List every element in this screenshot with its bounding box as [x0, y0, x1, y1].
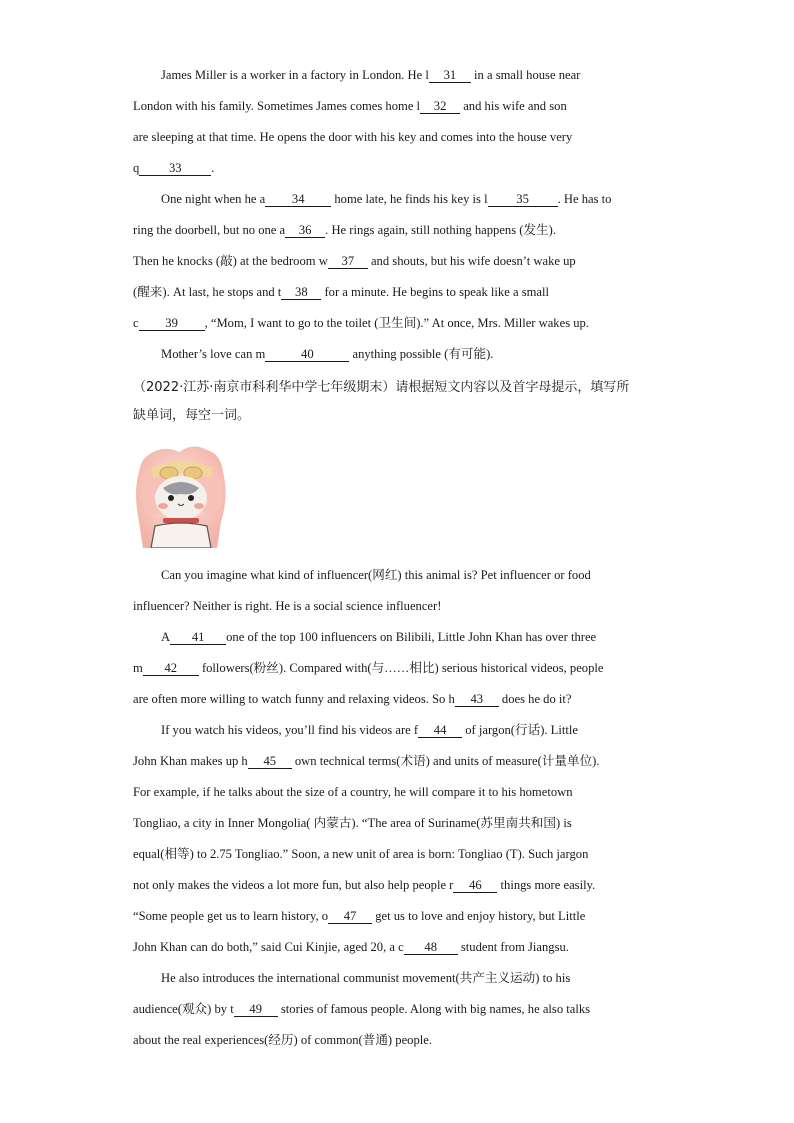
- text-run: John Khan can do both,” said Cui Kinjie, aged 20, a c: [133, 940, 404, 954]
- instruction-line: （2022·江苏·南京市科利华中学七年级期末）请根据短文内容以及首字母提示，填写所: [133, 380, 630, 395]
- text-line: [133, 715, 661, 746]
- text-line: [133, 777, 661, 808]
- text-run: things more easily.: [497, 878, 596, 892]
- answer-blank-38[interactable]: 38: [281, 285, 321, 300]
- text-run: and shouts, but his wife doesn’t wake up: [367, 254, 576, 268]
- text-line: [133, 122, 661, 153]
- instruction-line: 缺单词，每空一词。: [133, 408, 251, 423]
- text-line: [133, 684, 661, 715]
- answer-blank-46[interactable]: 46: [453, 878, 497, 893]
- answer-blank-34[interactable]: 34: [265, 192, 331, 207]
- text-line: [133, 60, 661, 91]
- text-line: [133, 246, 661, 277]
- text-run: get us to love and enjoy history, but Little: [372, 909, 586, 923]
- text-line: [133, 653, 661, 684]
- text-line: [133, 622, 661, 653]
- answer-blank-47[interactable]: 47: [328, 909, 372, 924]
- section-instructions: [133, 374, 665, 430]
- text-run: . He has to: [557, 192, 612, 206]
- text-line: [133, 932, 661, 963]
- text-run: Tongliao, a city in Inner Mongolia( 内蒙古). “The area of Suriname(苏里南共和国) is: [133, 816, 572, 830]
- text-run: of jargon(行话). Little: [462, 723, 578, 737]
- answer-blank-31[interactable]: 31: [429, 68, 471, 83]
- text-run: A: [161, 630, 171, 644]
- text-run: ring the doorbell, but no one a: [133, 223, 286, 237]
- text-run: (醒来). At last, he stops and t: [133, 285, 282, 299]
- text-run: equal(相等) to 2.75 Tongliao.” Soon, a new unit of area is born: Tongliao (T). Such jargon: [133, 847, 589, 861]
- answer-blank-41[interactable]: 41: [170, 630, 226, 645]
- text-run: not only makes the videos a lot more fun, but also help people r: [133, 878, 454, 892]
- passage-james-miller: [133, 60, 661, 370]
- text-line: [133, 184, 661, 215]
- text-line: [133, 963, 661, 994]
- text-run: Mother’s love can m: [161, 347, 266, 361]
- text-run: , “Mom, I want to go to the toilet (卫生间).” At once, Mrs. Miller wakes up.: [204, 316, 589, 330]
- text-run: student from Jiangsu.: [457, 940, 569, 954]
- text-run: . He rings again, still nothing happens (发生).: [325, 223, 556, 237]
- answer-blank-44[interactable]: 44: [418, 723, 462, 738]
- text-line: [133, 1025, 661, 1056]
- text-line: [133, 339, 661, 370]
- text-run: are sleeping at that time. He opens the door with his key and comes into the house very: [133, 130, 573, 144]
- text-run: does he do it?: [498, 692, 572, 706]
- text-run: one of the top 100 influencers on Bilibili, Little John Khan has over three: [226, 630, 597, 644]
- text-run: are often more willing to watch funny and relaxing videos. So h: [133, 692, 455, 706]
- answer-blank-45[interactable]: 45: [248, 754, 292, 769]
- text-run: London with his family. Sometimes James comes home l: [133, 99, 421, 113]
- text-line: [133, 808, 661, 839]
- text-run: .: [211, 161, 215, 175]
- text-run: m: [133, 661, 143, 675]
- text-line: [133, 215, 661, 246]
- text-line: [133, 277, 661, 308]
- cartoon-hamster-icon: [133, 442, 229, 548]
- text-run: c: [133, 316, 139, 330]
- answer-blank-37[interactable]: 37: [328, 254, 368, 269]
- text-line: [133, 746, 661, 777]
- text-run: stories of famous people. Along with big names, he also talks: [277, 1002, 591, 1016]
- text-line: [133, 994, 661, 1025]
- text-line: [133, 308, 661, 339]
- answer-blank-33[interactable]: 33: [139, 161, 211, 176]
- text-run: If you watch his videos, you’ll find his videos are f: [161, 723, 419, 737]
- answer-blank-42[interactable]: 42: [143, 661, 199, 676]
- answer-blank-39[interactable]: 39: [139, 316, 205, 331]
- text-run: Then he knocks (敲) at the bedroom w: [133, 254, 328, 268]
- passage-little-john-khan: [133, 560, 661, 1056]
- text-line: [133, 870, 661, 901]
- text-line: [133, 153, 661, 184]
- answer-blank-32[interactable]: 32: [420, 99, 460, 114]
- text-run: and his wife and son: [460, 99, 567, 113]
- text-line: [133, 560, 661, 591]
- text-run: He also introduces the international communist movement(共产主义运动) to his: [161, 971, 571, 985]
- text-run: “Some people get us to learn history, o: [133, 909, 329, 923]
- text-run: about the real experiences(经历) of common(普通) people.: [133, 1033, 432, 1047]
- text-run: followers(粉丝). Compared with(与……相比) serious historical videos, people: [198, 661, 604, 675]
- text-run: One night when he a: [161, 192, 266, 206]
- text-run: in a small house near: [470, 68, 581, 82]
- text-run: home late, he finds his key is l: [331, 192, 488, 206]
- text-run: audience(观众) by t: [133, 1002, 234, 1016]
- text-line: [133, 839, 661, 870]
- text-run: for a minute. He begins to speak like a small: [321, 285, 549, 299]
- answer-blank-48[interactable]: 48: [404, 940, 458, 955]
- answer-blank-49[interactable]: 49: [234, 1002, 278, 1017]
- text-run: own technical terms(术语) and units of measure(计量单位).: [291, 754, 600, 768]
- text-run: James Miller is a worker in a factory in London. He l: [161, 68, 429, 82]
- text-run: influencer? Neither is right. He is a social science influencer!: [133, 599, 442, 613]
- answer-blank-36[interactable]: 36: [285, 223, 325, 238]
- text-run: anything possible (有可能).: [349, 347, 494, 361]
- answer-blank-40[interactable]: 40: [265, 347, 349, 362]
- text-line: [133, 591, 661, 622]
- answer-blank-43[interactable]: 43: [455, 692, 499, 707]
- answer-blank-35[interactable]: 35: [488, 192, 558, 207]
- text-run: For example, if he talks about the size of a country, he will compare it to his hometown: [133, 785, 573, 799]
- text-run: Can you imagine what kind of influencer(网红) this animal is? Pet influencer or food: [161, 568, 591, 582]
- text-run: q: [133, 161, 140, 175]
- text-run: John Khan makes up h: [133, 754, 248, 768]
- text-line: [133, 91, 661, 122]
- text-line: [133, 901, 661, 932]
